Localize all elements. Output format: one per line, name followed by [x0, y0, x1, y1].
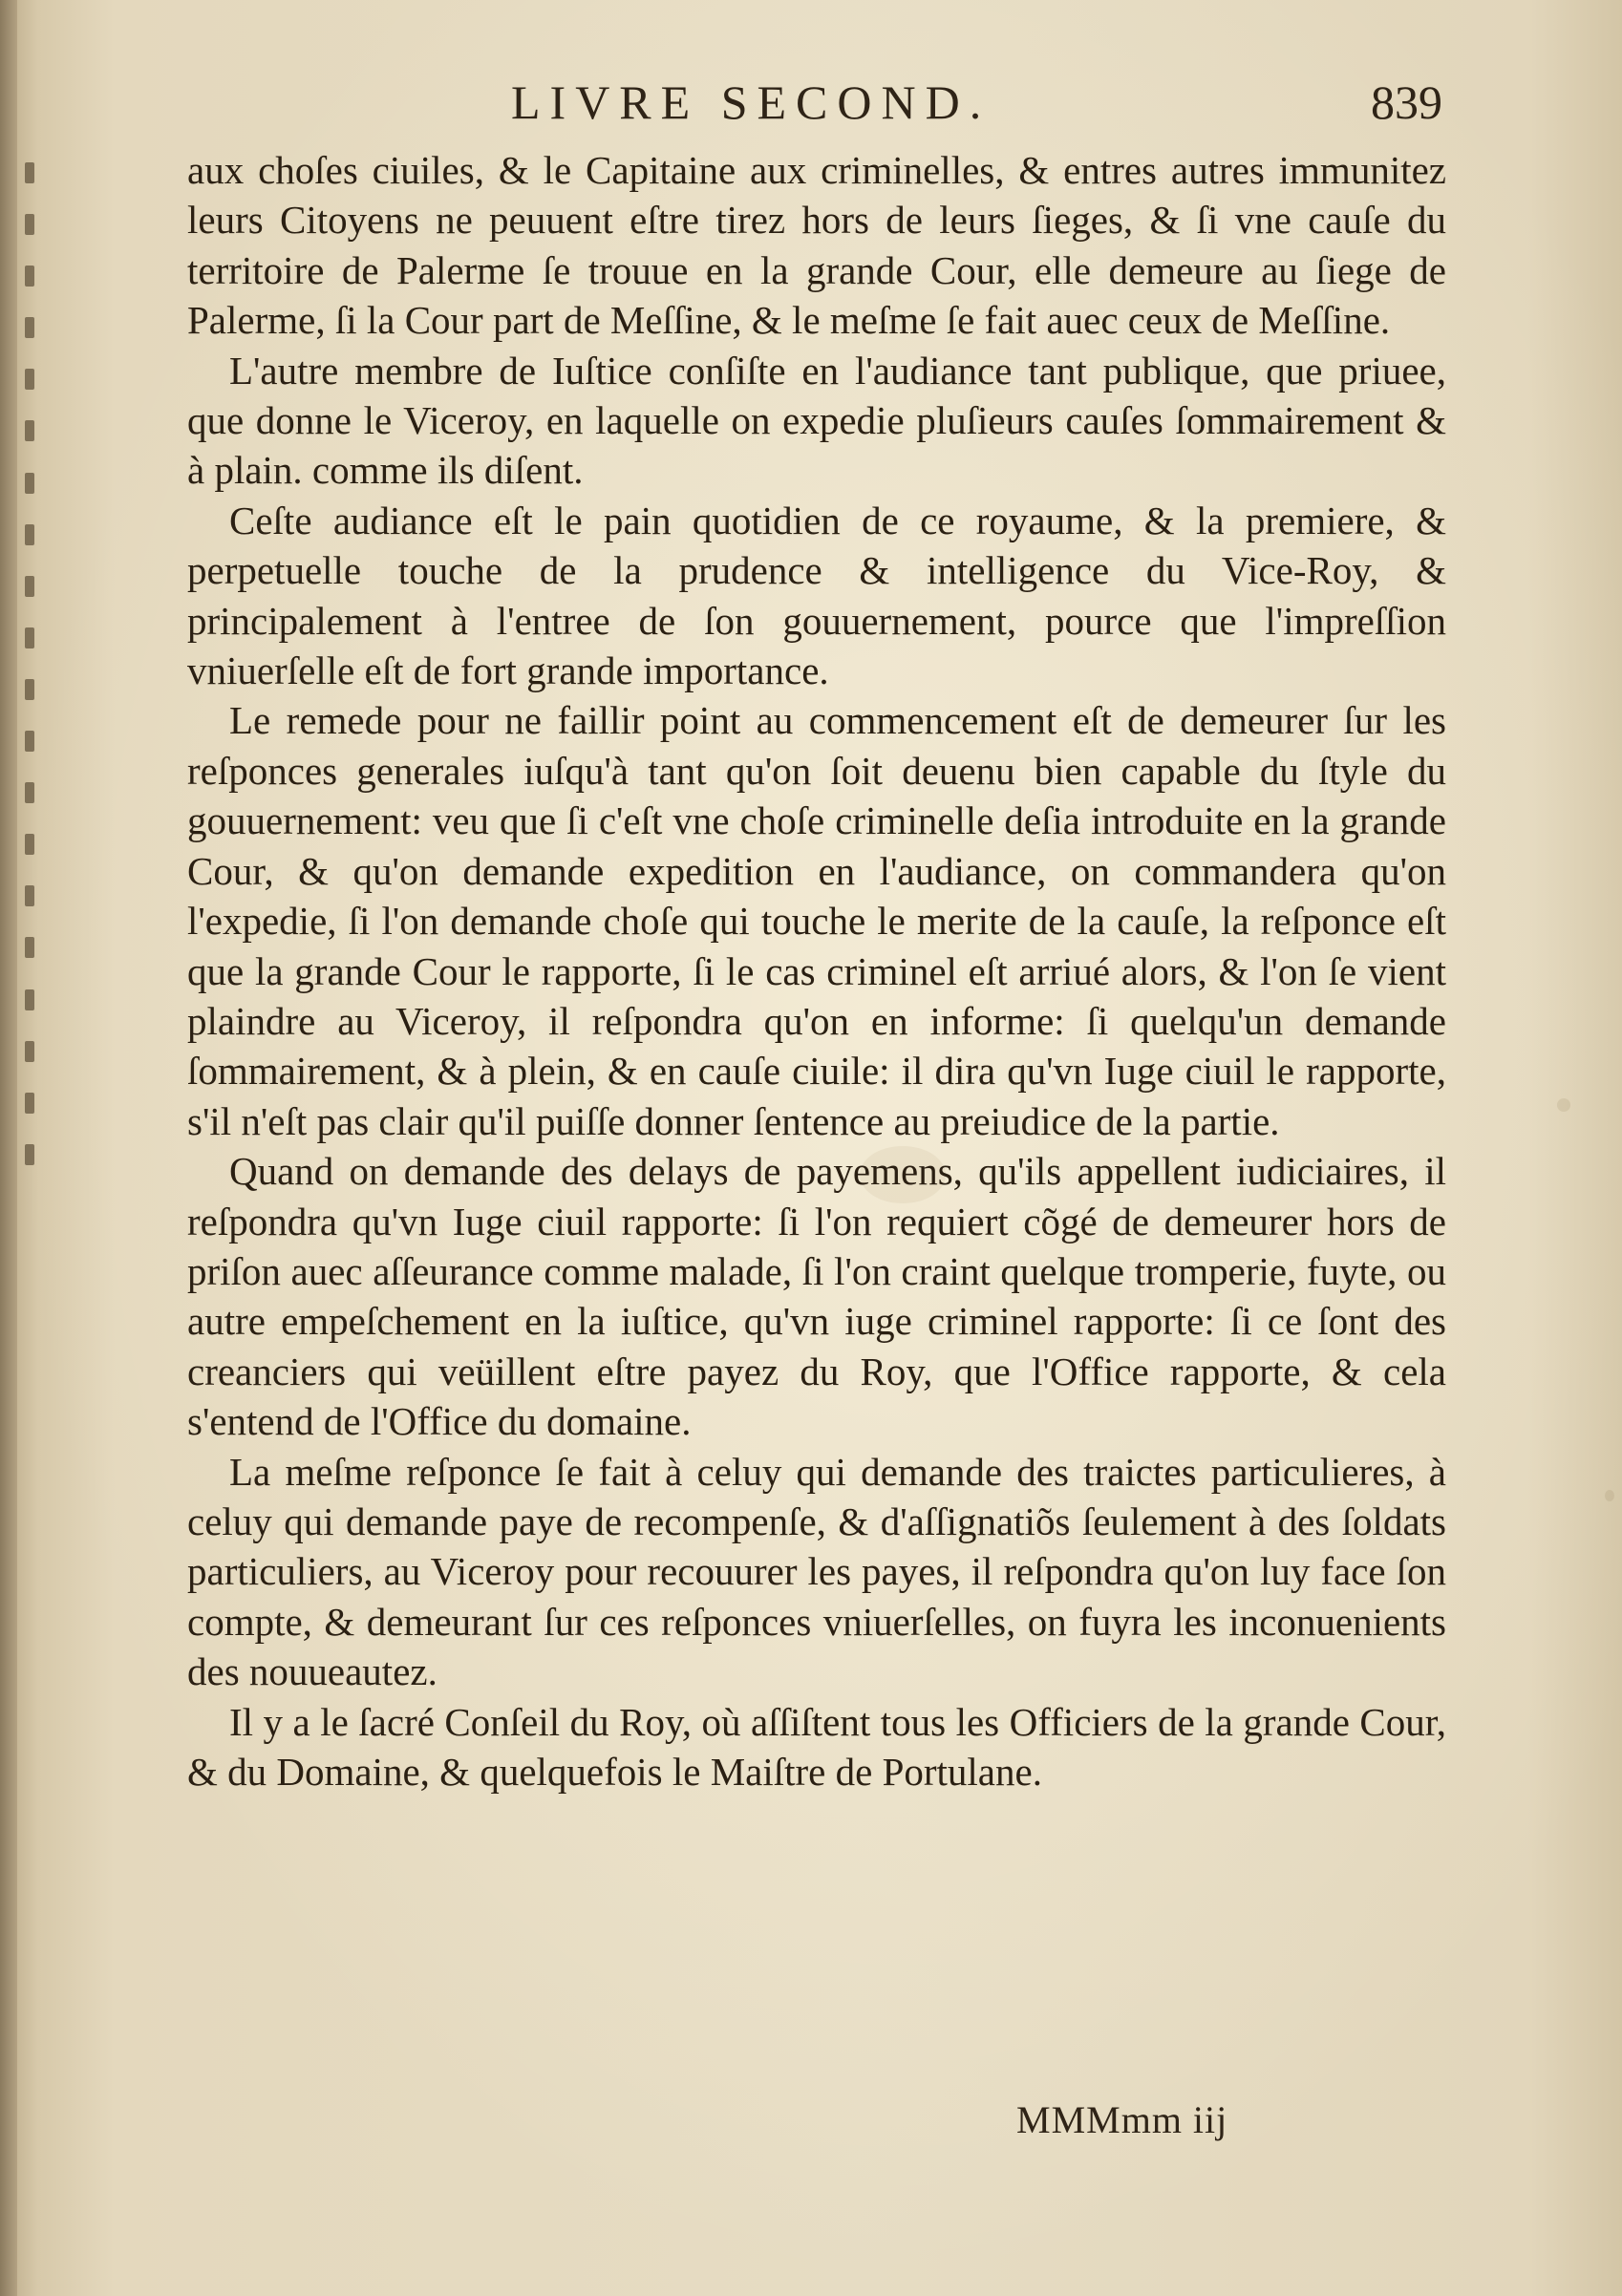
page-number: 839: [1371, 75, 1442, 129]
paragraph: Il y a le ſacré Conſeil du Roy, où aſſiſtent tous les Officiers de la grande Cour, & du Domaine, & quelquefois le Maiſtre de Portulane.: [187, 1699, 1446, 1794]
page-header: [191, 74, 1442, 141]
body-text: [187, 145, 1446, 1796]
paragraph: La meſme reſponce ſe fait à celuy qui demande des traictes particulieres, à celuy qui demande paye de recompenſe, & d'aſſignatiõs ſeulement à des ſoldats particuliers, au Viceroy pour recouurer les payes, il reſpondra qu'on luy face ſon compte, & demeurant ſur ces reſponces vniuerſelles, on fuyra les inconuenients des nouueautez.: [187, 1449, 1446, 1694]
paragraph: Quand on demande des delays de payemens, qu'ils appellent iudiciaires, il reſpondra qu'vn Iuge ciuil rapporte: ſi l'on requiert cõgé de demeurer hors de priſon auec aſſeurance comme malade, ſi l'on craint quelque tromperie, fuyte, ou autre empeſchement en la iuſtice, qu'vn iuge criminel rapporte: ſi ce ſont des creanciers qui veüillent eſtre payez du Roy, que l'Office rapporte, & cela s'entend de l'Office du domaine.: [187, 1149, 1446, 1444]
paragraph: aux choſes ciuiles, & le Capitaine aux criminelles, & entres autres immunitez leurs Citoyens ne peuuent eſtre tirez hors de leurs ſieges, & ſi vne cauſe du territoire de Palerme ſe trouue en la grande Cour, elle demeure au ſiege de Palerme, ſi la Cour part de Meſſine, & le meſme ſe fait auec ceux de Meſſine.: [187, 148, 1446, 343]
running-head: LIVRE SECOND.: [511, 75, 992, 129]
show-through-margin: [17, 162, 42, 1165]
ink-spot: [1557, 1098, 1570, 1112]
paragraph: L'autre membre de Iuſtice conſiſte en l'audiance tant publique, que priuee, que donne le Viceroy, en laquelle on expedie pluſieurs cauſes ſommairement & à plain. comme ils diſent.: [187, 348, 1446, 493]
paragraph: Ceſte audiance eſt le pain quotidien de ce royaume, & la premiere, & perpetuelle touche de la prudence & intelligence du Vice-Roy, & principalement à l'entree de ſon gouuernement, pource que l'impreſſion vniuerſelle eſt de fort grande importance.: [187, 498, 1446, 693]
paragraph: Le remede pour ne faillir point au commencement eſt de demeurer ſur les reſponces generales iuſqu'à tant qu'on ſoit deuenu bien capable du ſtyle du gouuernement: veu que ſi c'eſt vne choſe criminelle deſia introduite en la grande Cour, & qu'on demande expedition en l'audiance, on commandera qu'on l'expedie, ſi l'on demande choſe qui touche le merite de la cauſe, la reſponce eſt que la grande Cour le rapporte, ſi le cas criminel eſt arriué alors, & l'on ſe vient plaindre au Viceroy, il reſpondra qu'on en informe: ſi quelqu'un demande ſommairement, & à plein, & en cauſe ciuile: il dira qu'vn Iuge ciuil le rapporte, s'il n'eſt pas clair qu'il puiſſe donner ſentence au preiudice de la partie.: [187, 698, 1446, 1143]
ink-spot: [1605, 1490, 1614, 1501]
page-spine-edge: [0, 0, 17, 2296]
signature-mark: MMMmm iij: [1016, 2098, 1228, 2141]
